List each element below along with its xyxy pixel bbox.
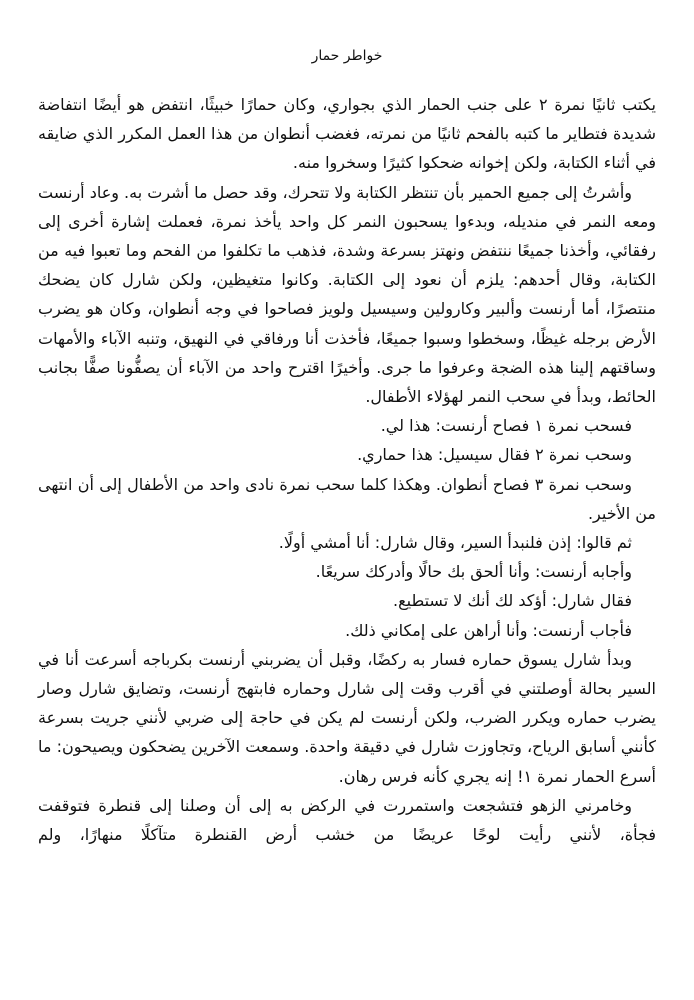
paragraph: وأجابه أرنست: وأنا ألحق بك حالًا وأدركك سريعًا.	[315, 562, 632, 582]
paragraph: وسحب نمرة ٣ فصاح أنطوان. وهكذا كلما سحب نمرة نادى واحد من الأطفال إلى أن انتهى من الأخير.	[38, 474, 656, 523]
paragraph: فقال شارل: أؤكد لك أنك لا تستطيع.	[393, 591, 632, 611]
paragraph: وبدأ شارل يسوق حماره فسار به ركضًا، وقبل أن يضربني أرنست بكرباجه أسرعت أنا في السير بحالة أوصلتني في أقرب وقت إلى شارل وحماره فابتهج أرنست، وتضايق شارل وصار يضرب حماره ويكرر الضرب، ولكن أرنست لم يكن في حاجة إلى ضربي لأنني جريت بسرعة كأنني أسابق الرياح، وتجاوزت شارل في دقيقة واحدة. وسمعت الآخرين يضحكون ويصيحون: ما أسرع الحمار نمرة ١! إنه يجري كأنه فرس رهان.	[38, 649, 656, 786]
paragraph: وسحب نمرة ٢ فقال سيسيل: هذا حماري.	[357, 445, 632, 465]
paragraph: وخامرني الزهو فتشجعت واستمررت في الركض به إلى أن وصلنا إلى قنطرة فتوقفت فجأة، لأنني رأيت لوحًا عريضًا من خشب أرض القنطرة متآكلًا منهارًا، ولم	[38, 795, 656, 845]
paragraph: ثم قالوا: إذن فلنبدأ السير، وقال شارل: أنا أمشي أولًا.	[278, 533, 632, 553]
paragraph: وأشرتُ إلى جميع الحمير بأن تنتظر الكتابة ولا تتحرك، وقد حصل ما أشرت به. وعاد أرنست ومعه النمر في منديله، وبدءوا يسحبون النمر كل واحد يأخذ نمرة، فعملت إشارة أخرى إلى رفقائي، وأخذنا جميعًا ننتفض ونهتز بسرعة وشدة، فذهب ما تكلفوا من الفحم وما تعبوا فيه من الكتابة، وقال أحدهم: يلزم أن نعود إلى الكتابة. وكانوا متغيظين، ولكن شارل كان يضحك منتصرًا، أما أرنست وألبير وكارولين وسيسيل ولويز فصاحوا في وجه أنطوان، وكان هو يضرب الأرض برجله غيظًا، وسخطوا وسبوا جميعًا، فأخذت أنا ورفاقي في النهيق، وتنبه الآباء والأمهات وساقتهم إلينا هذه الضجة وعرفوا ما جرى. وأخيرًا اقترح واحد من الآباء أن يصفُّونا صفًّا بجانب الحائط، وبدأ في سحب النمر لهؤلاء الأطفال.	[38, 182, 656, 407]
text-body	[38, 90, 656, 849]
paragraph: فسحب نمرة ١ فصاح أرنست: هذا لي.	[380, 416, 632, 436]
paragraph: يكتب ثانيًا نمرة ٢ على جنب الحمار الذي بجواري، وكان حمارًا خبيثًا، انتفض هو أيضًا انتفاضة شديدة فتطاير ما كتبه بالفحم ثانيًا من نمرته، فغضب أنطوان من هذا العمل المكرر الذي ضايقه في أثناء الكتابة، ولكن إخوانه ضحكوا كثيرًا وسخروا منه.	[38, 95, 656, 173]
book-page	[38, 0, 656, 1000]
paragraph: فأجاب أرنست: وأنا أراهن على إمكاني ذلك.	[345, 620, 632, 640]
running-header: خواطر حمار	[311, 48, 383, 64]
